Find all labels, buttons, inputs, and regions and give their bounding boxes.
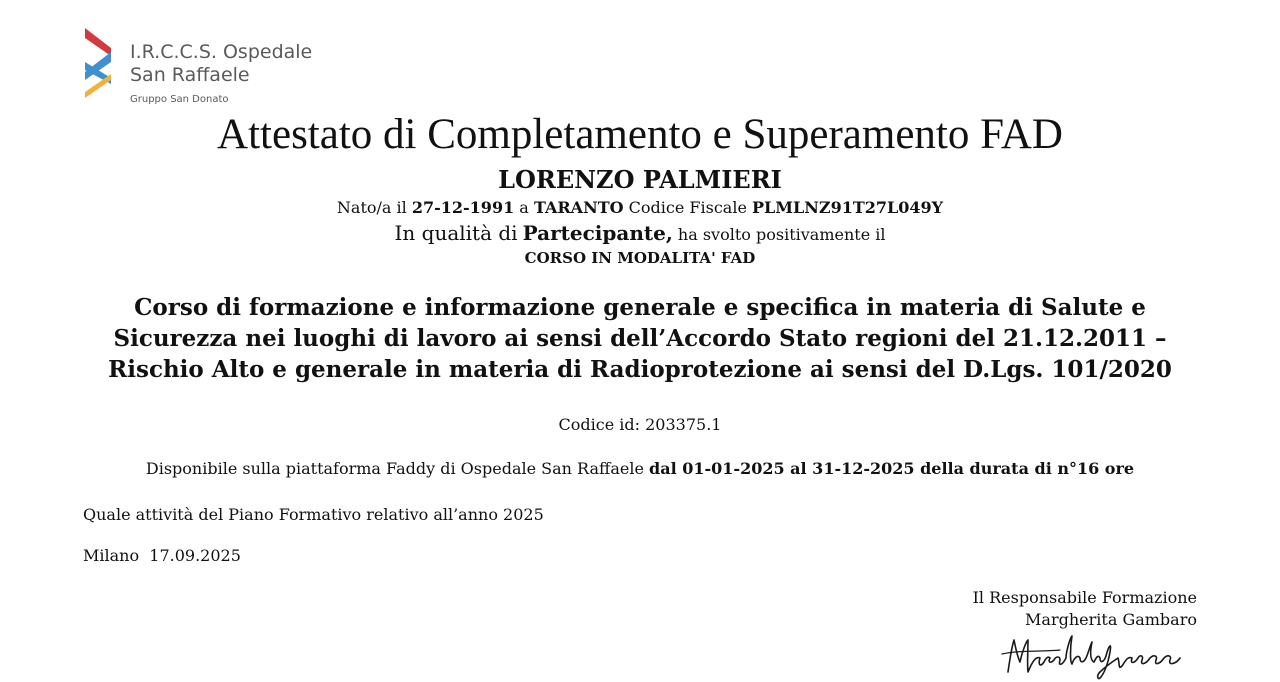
responsible-block: [973, 587, 1197, 631]
role-suffix: ha svolto positivamente il: [677, 225, 886, 244]
responsible-role: Il Responsabile Formazione: [972, 588, 1197, 607]
logo-group-name: Gruppo San Donato: [130, 94, 229, 105]
place-date-text: Milano 17.09.2025: [83, 546, 241, 565]
place-date: [83, 546, 241, 565]
certificate-title: Attestato di Completamento e Superamento FAD: [217, 111, 1063, 158]
role-line: [0, 221, 1280, 245]
course-code: Codice id: 203375.1: [558, 415, 722, 434]
logo-ribbon-icon: [83, 26, 113, 102]
course-mode: CORSO IN MODALITA' FAD: [524, 249, 756, 267]
role-prefix: In qualità di: [394, 221, 518, 245]
responsible-name: Margherita Gambaro: [1025, 610, 1197, 629]
birth-place: TARANTO: [533, 198, 624, 217]
participant-name: LORENZO PALMIERI: [498, 165, 782, 194]
course-title: Corso di formazione e informazione generale e specifica in materia di Salute e Sicurezza nei luoghi di lavoro ai sensi dell’Accordo Stato regioni del 21.12.2011 – Rischio Alto e generale in materia di Radioprotezione ai sensi del D.Lgs. 101/2020: [108, 294, 1172, 383]
born-label: Nato/a il: [336, 198, 407, 217]
role-value: Partecipante,: [522, 221, 673, 245]
platform-period: dal 01-01-2025 al 31-12-2025 della durata di n°16 ore: [649, 459, 1135, 478]
cf-label: Codice Fiscale: [628, 198, 747, 217]
platform-line: [0, 459, 1280, 478]
hospital-logo: [83, 26, 323, 110]
logo-name-line2: San Raffaele: [130, 64, 250, 86]
handwritten-signature: [1000, 628, 1190, 682]
fiscal-code: PLMLNZ91T27L049Y: [752, 198, 944, 217]
birth-date: 27-12-1991: [411, 198, 515, 217]
platform-text: Disponibile sulla piattaforma Faddy di Ospedale San Raffaele: [145, 459, 644, 478]
logo-name-line1: I.R.C.C.S. Ospedale: [130, 41, 313, 63]
birth-info: [0, 198, 1280, 217]
at-label: a: [519, 198, 529, 217]
training-plan-line: Quale attività del Piano Formativo relativo all’anno 2025: [83, 505, 544, 524]
